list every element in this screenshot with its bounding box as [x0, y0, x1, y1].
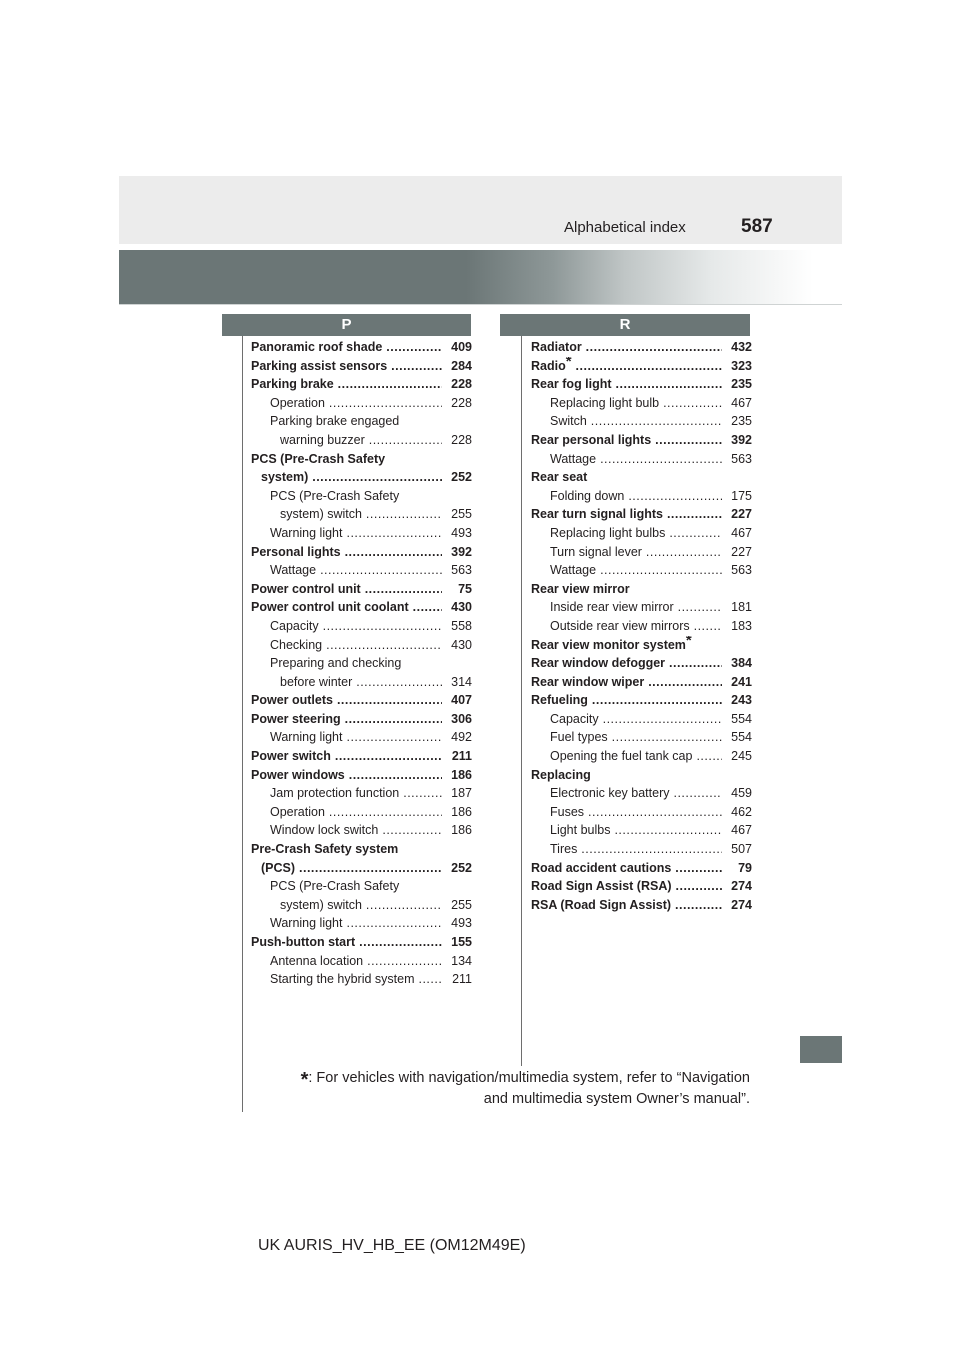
- index-entry: [531, 636, 752, 655]
- index-entry-text: system) switch: [280, 897, 362, 912]
- index-entry-page: 462: [730, 803, 752, 822]
- index-entry-text: Parking brake engaged: [270, 414, 400, 429]
- index-entry-label: [251, 654, 401, 673]
- index-entry-label: [531, 691, 722, 710]
- index-entry: [531, 710, 752, 729]
- index-entry-page: 563: [730, 450, 752, 469]
- index-entry-text: Checking: [270, 637, 323, 652]
- index-entry: [251, 747, 472, 766]
- index-entry: [531, 412, 752, 431]
- index-entry: [251, 710, 472, 729]
- index-entry-label: [251, 580, 442, 599]
- index-entry-label: [531, 859, 722, 878]
- index-entry: [251, 803, 472, 822]
- index-entry-label: [251, 487, 399, 506]
- index-entry-label: [251, 357, 442, 376]
- index-entry: [251, 412, 472, 431]
- footnote-line-1: [278, 1069, 750, 1090]
- index-entry-text: Rear view monitor system: [531, 637, 686, 652]
- index-entry-text: Power steering: [251, 711, 341, 726]
- index-entry-page: 155: [450, 933, 472, 952]
- index-entry-page: 134: [450, 952, 472, 971]
- index-entry-label: [531, 617, 722, 636]
- index-entry-label: [251, 766, 442, 785]
- index-entry-text: Rear turn signal lights: [531, 507, 663, 522]
- index-entry-label: [251, 617, 442, 636]
- index-entry-label: [531, 487, 722, 506]
- index-entry-page: 407: [450, 691, 472, 710]
- index-entry-label: [251, 673, 442, 692]
- index-entry-page: 183: [730, 617, 752, 636]
- model-code: UK AURIS_HV_HB_EE (OM12M49E): [258, 1237, 526, 1254]
- header-background: [119, 176, 842, 244]
- index-entry-page: 228: [450, 431, 472, 450]
- index-entry-label: [531, 710, 722, 729]
- index-entry: [251, 561, 472, 580]
- index-entry-label: [251, 784, 442, 803]
- index-entry: [531, 877, 752, 896]
- index-column-p: [251, 338, 472, 989]
- index-entry: [531, 561, 752, 580]
- index-entry-text: Warning light: [270, 525, 343, 540]
- index-entry-text: Push-button start: [251, 935, 356, 949]
- index-entry-page: 243: [730, 691, 752, 710]
- index-entry-page: 554: [730, 728, 752, 747]
- index-entry-label: [251, 394, 442, 413]
- index-entry-label: [251, 914, 442, 933]
- index-entry-page: 392: [730, 431, 752, 450]
- header-divider: [119, 304, 842, 305]
- index-entry-text: Capacity: [550, 711, 599, 726]
- index-entry-label: [531, 673, 722, 692]
- index-entry-page: 227: [730, 543, 752, 562]
- section-header-p: P: [222, 314, 471, 336]
- index-entry: [251, 691, 472, 710]
- index-entry-label: [251, 710, 442, 729]
- index-column-r: [531, 338, 752, 914]
- footnote-marker: *: [300, 1069, 309, 1091]
- index-entry-text: RSA (Road Sign Assist): [531, 897, 672, 912]
- index-entry: [251, 728, 472, 747]
- index-entry-label: [531, 821, 722, 840]
- index-entry-page: 493: [450, 524, 472, 543]
- index-entry-text: Power windows: [251, 767, 345, 782]
- index-entry-text: Fuel types: [550, 730, 608, 745]
- index-entry: [531, 840, 752, 859]
- index-entry: [251, 952, 472, 971]
- thumb-index-tab: [800, 1036, 842, 1063]
- index-entry-page: 186: [450, 766, 472, 785]
- index-entry-text: Road Sign Assist (RSA): [531, 879, 672, 894]
- index-entry: [531, 766, 752, 785]
- index-entry-text: Wattage: [270, 563, 317, 578]
- index-entry-text: Road accident cautions: [531, 860, 672, 875]
- index-entry-text: Electronic key battery: [550, 786, 670, 801]
- page-number: 587: [741, 216, 773, 237]
- index-entry-text: Outside rear view mirrors: [550, 618, 690, 633]
- index-entry-label: [531, 505, 722, 524]
- index-entry-text: Fuses: [550, 804, 585, 819]
- section-header-r: R: [500, 314, 750, 336]
- middle-column-rule: [521, 336, 522, 1066]
- index-entry-text: Capacity: [270, 618, 319, 633]
- index-entry: [251, 784, 472, 803]
- index-entry-label: [251, 747, 442, 766]
- index-entry-label: [531, 412, 722, 431]
- index-entry-label: [531, 524, 722, 543]
- index-entry-page: 252: [450, 859, 472, 878]
- footnote-line-2: and multimedia system Owner’s manual”.: [483, 1091, 750, 1107]
- index-entry: [251, 896, 472, 915]
- index-entry-text: Turn signal lever: [550, 544, 642, 559]
- index-entry-label: [251, 543, 442, 562]
- index-entry: [531, 394, 752, 413]
- index-entry-page: 507: [730, 840, 752, 859]
- index-entry: [251, 766, 472, 785]
- index-entry: [531, 468, 752, 487]
- index-entry-label: [531, 338, 722, 357]
- index-entry-page: 563: [450, 561, 472, 580]
- index-entry: [531, 543, 752, 562]
- index-entry: [531, 691, 752, 710]
- index-entry-text: Power control unit: [251, 581, 361, 596]
- index-entry: [531, 375, 752, 394]
- index-entry: [251, 375, 472, 394]
- index-entry-page: 186: [450, 821, 472, 840]
- index-entry-page: 211: [451, 970, 472, 989]
- index-entry-text: Power control unit coolant: [251, 600, 409, 615]
- index-entry-page: 493: [450, 914, 472, 933]
- index-entry-label: [531, 450, 722, 469]
- index-entry-text: Operation: [270, 804, 325, 819]
- left-column-rule: [242, 336, 243, 1112]
- index-entry-page: 187: [450, 784, 472, 803]
- index-entry-label: [251, 803, 442, 822]
- index-entry: [251, 914, 472, 933]
- index-entry-label: [531, 728, 722, 747]
- index-entry-page: 75: [457, 580, 472, 599]
- index-entry-text: Parking brake: [251, 377, 334, 392]
- index-entry: [531, 598, 752, 617]
- index-entry: [251, 840, 472, 859]
- index-entry: [251, 580, 472, 599]
- index-entry-text: Parking assist sensors: [251, 358, 388, 373]
- index-entry-label: [251, 877, 399, 896]
- index-entry: [251, 543, 472, 562]
- index-entry: [251, 338, 472, 357]
- index-entry: [531, 524, 752, 543]
- index-entry-page: 235: [730, 412, 752, 431]
- index-entry-page: 241: [730, 673, 752, 692]
- index-entry-label: [531, 747, 722, 766]
- index-entry-page: 274: [730, 877, 752, 896]
- index-entry: [251, 821, 472, 840]
- index-entry: [251, 598, 472, 617]
- index-entry-page: 245: [730, 747, 752, 766]
- index-entry-text: Replacing light bulb: [550, 395, 660, 410]
- index-entry-text: Warning light: [270, 916, 343, 931]
- index-entry-page: 467: [730, 821, 752, 840]
- index-entry: [251, 877, 472, 896]
- index-entry-page: 430: [450, 598, 472, 617]
- index-entry-page: 255: [450, 505, 472, 524]
- index-entry-label: [251, 859, 442, 878]
- index-entry-label: [251, 431, 442, 450]
- index-entry-page: 467: [730, 394, 752, 413]
- index-entry-page: 314: [450, 673, 472, 692]
- index-entry-label: [251, 375, 442, 394]
- index-entry-text: Light bulbs: [550, 823, 611, 838]
- index-entry: [251, 394, 472, 413]
- index-entry-text: Window lock switch: [270, 823, 379, 838]
- index-entry: [531, 784, 752, 803]
- index-entry: [531, 505, 752, 524]
- index-entry: [531, 580, 752, 599]
- index-entry-page: 228: [450, 394, 472, 413]
- index-entry: [531, 431, 752, 450]
- index-entry-page: 181: [730, 598, 752, 617]
- index-entry-text: Rear view mirror: [531, 581, 630, 596]
- index-entry: [531, 673, 752, 692]
- index-entry-text: Replacing light bulbs: [550, 525, 666, 540]
- index-entry-page: 563: [730, 561, 752, 580]
- index-entry-label: [531, 394, 722, 413]
- index-entry-label: [251, 691, 442, 710]
- index-entry-label: [251, 896, 442, 915]
- footnote-text-1: : For vehicles with navigation/multimedia system, refer to “Navigation: [308, 1070, 750, 1086]
- index-entry-text: Radiator: [531, 340, 582, 354]
- index-entry-page: 228: [450, 375, 472, 394]
- index-entry-page: 186: [450, 803, 472, 822]
- page-title: Alphabetical index: [564, 219, 686, 236]
- index-entry-page: 252: [450, 468, 472, 487]
- index-entry-text: warning buzzer: [280, 432, 365, 447]
- index-entry-label: [531, 840, 722, 859]
- index-entry-text: Power outlets: [251, 693, 333, 708]
- index-entry: [251, 654, 472, 673]
- index-entry-page: 235: [730, 375, 752, 394]
- footnote-reference: *: [565, 356, 572, 371]
- index-entry-text: Folding down: [550, 488, 625, 503]
- index-entry-page: 274: [730, 896, 752, 915]
- index-entry-text: Switch: [550, 414, 587, 429]
- index-entry-label: [251, 524, 442, 543]
- index-entry: [251, 524, 472, 543]
- index-entry-text: Replacing: [531, 767, 591, 782]
- index-entry-text: Rear window wiper: [531, 674, 645, 689]
- footnote-reference: *: [685, 635, 692, 650]
- index-entry-page: 227: [730, 505, 752, 524]
- index-entry-label: [531, 803, 722, 822]
- index-entry-label: [531, 543, 722, 562]
- index-entry: [251, 450, 472, 469]
- index-entry-text: Antenna location: [270, 953, 364, 968]
- index-entry-label: [531, 598, 722, 617]
- index-entry-label: [531, 468, 587, 487]
- index-entry: [531, 654, 752, 673]
- index-entry-label: [531, 431, 722, 450]
- index-entry: [251, 859, 472, 878]
- index-entry-text: Operation: [270, 395, 325, 410]
- index-entry-text: Rear fog light: [531, 377, 612, 392]
- index-entry-label: [251, 505, 442, 524]
- index-entry-text: Power switch: [251, 749, 331, 764]
- index-entry-label: [531, 877, 722, 896]
- index-entry-label: [531, 357, 722, 376]
- index-entry-text: Wattage: [550, 451, 597, 466]
- index-entry: [251, 636, 472, 655]
- index-entry-page: 255: [450, 896, 472, 915]
- index-entry-text: PCS (Pre-Crash Safety: [270, 879, 400, 894]
- index-entry-page: 284: [450, 357, 472, 376]
- index-entry: [251, 673, 472, 692]
- index-entry-text: system): [261, 470, 309, 485]
- index-entry-page: 467: [730, 524, 752, 543]
- index-entry-label: [251, 952, 442, 971]
- footnote: [278, 1069, 750, 1109]
- index-entry-page: 392: [450, 543, 472, 562]
- index-entry-text: Radio: [531, 358, 566, 373]
- index-entry-label: [251, 598, 442, 617]
- index-entry-label: [531, 896, 722, 915]
- index-entry: [251, 505, 472, 524]
- index-entry-label: [531, 375, 722, 394]
- index-entry-text: Opening the fuel tank cap: [550, 749, 693, 764]
- index-entry: [531, 859, 752, 878]
- index-entry-page: 432: [730, 338, 752, 357]
- index-entry-text: Rear window defogger: [531, 656, 666, 671]
- index-entry-label: [531, 784, 722, 803]
- index-entry-page: 554: [730, 710, 752, 729]
- index-entry-label: [251, 338, 442, 357]
- header-gradient-band: [119, 250, 842, 304]
- index-entry-text: Warning light: [270, 730, 343, 745]
- index-entry-label: [531, 580, 630, 599]
- index-entry: [531, 450, 752, 469]
- index-entry-label: [251, 728, 442, 747]
- index-entry-page: 79: [737, 859, 752, 878]
- index-entry-text: Rear seat: [531, 470, 588, 485]
- index-entry: [531, 728, 752, 747]
- index-entry: [251, 357, 472, 376]
- index-entry-label: [251, 450, 385, 469]
- index-entry-text: system) switch: [280, 507, 362, 522]
- index-entry-page: 409: [450, 338, 472, 357]
- index-entry-text: Refueling: [531, 693, 588, 708]
- index-entry-text: Tires: [550, 842, 578, 857]
- index-entry-label: [251, 840, 398, 859]
- index-entry-page: 306: [450, 710, 472, 729]
- index-entry-label: [531, 654, 722, 673]
- index-entry: [531, 338, 752, 357]
- index-entry: [531, 896, 752, 915]
- index-entry-page: 492: [450, 728, 472, 747]
- index-entry-text: Starting the hybrid system: [270, 972, 415, 987]
- index-entry: [251, 468, 472, 487]
- index-entry-label: [251, 933, 442, 952]
- index-entry-text: Preparing and checking: [270, 656, 402, 671]
- index-entry-text: Pre-Crash Safety system: [251, 842, 399, 857]
- index-entry: [251, 487, 472, 506]
- index-entry: [531, 747, 752, 766]
- index-entry-label: [251, 970, 442, 989]
- index-entry: [531, 617, 752, 636]
- index-entry-label: [251, 412, 399, 431]
- index-entry-text: Jam protection function: [270, 786, 400, 801]
- index-entry-label: [531, 766, 591, 785]
- index-entry-label: [251, 636, 442, 655]
- index-entry-page: 323: [730, 357, 752, 376]
- index-entry-label: [531, 561, 722, 580]
- index-entry-page: 384: [730, 654, 752, 673]
- index-entry: [531, 821, 752, 840]
- index-entry-text: Panoramic roof shade: [251, 340, 383, 354]
- index-entry: [251, 970, 472, 989]
- index-entry: [531, 803, 752, 822]
- index-entry-page: 558: [450, 617, 472, 636]
- index-entry-text: Inside rear view mirror: [550, 600, 674, 615]
- index-entry-label: [251, 821, 442, 840]
- index-entry-text: Personal lights: [251, 544, 341, 559]
- index-entry-text: before winter: [280, 674, 353, 689]
- index-entry-text: (PCS): [261, 860, 296, 875]
- index-entry-page: 211: [451, 747, 472, 766]
- index-entry-page: 430: [450, 636, 472, 655]
- index-entry-label: [251, 561, 442, 580]
- index-entry-page: 175: [730, 487, 752, 506]
- index-entry: [251, 617, 472, 636]
- index-entry: [531, 487, 752, 506]
- index-entry: [531, 357, 752, 376]
- index-entry-label: [251, 468, 442, 487]
- index-entry-text: Rear personal lights: [531, 432, 652, 447]
- index-entry-label: [531, 636, 692, 655]
- index-entry-text: PCS (Pre-Crash Safety: [251, 451, 386, 466]
- index-entry-text: Wattage: [550, 563, 597, 578]
- index-entry-page: 459: [730, 784, 752, 803]
- index-entry: [251, 431, 472, 450]
- index-entry: [251, 933, 472, 952]
- index-entry-text: PCS (Pre-Crash Safety: [270, 488, 400, 503]
